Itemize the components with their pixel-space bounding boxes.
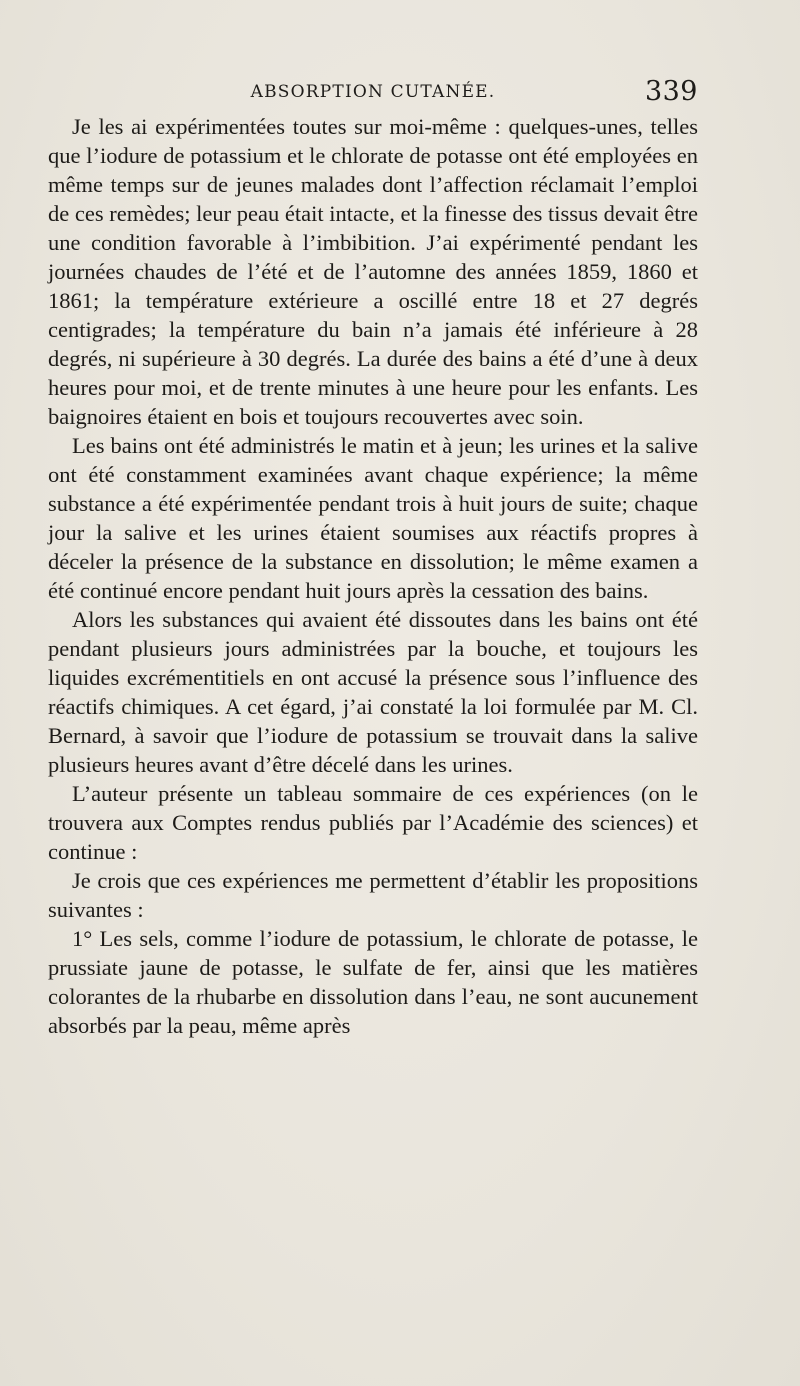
paragraph-4: L’auteur présente un tableau sommaire de ces expériences (on le trouvera aux Comptes rendus publiés par l’Académie des sciences) et continue : xyxy=(48,781,698,864)
page-header xyxy=(48,76,698,110)
paragraph-5: Je crois que ces expériences me permettent d’établir les propositions suivantes : xyxy=(48,868,698,922)
paragraph-6: 1° Les sels, comme l’iodure de potassium, le chlorate de potasse, le prussiate jaune de potasse, le sulfate de fer, ainsi que les matières colorantes de la rhubarbe en dissolution dans l’eau, ne sont aucunement absorbés par la peau, même après xyxy=(48,926,698,1038)
paragraph-1: Je les ai expérimentées toutes sur moi-même : quelques-unes, telles que l’iodure de potassium et le chlorate de potasse ont été employées en même temps sur de jeunes malades dont l’affection réclamait l’emploi de ces remèdes; leur peau était intacte, et la finesse des tissus devait être une condition favorable à l’imbibition. J’ai expérimenté pendant les journées chaudes de l’été et de l’automne des années 1859, 1860 et 1861; la température extérieure a oscillé entre 18 et 27 degrés centigrades; la température du bain n’a jamais été inférieure à 28 degrés, ni supérieure à 30 degrés. La durée des bains a été d’une à deux heures pour moi, et de trente minutes à une heure pour les enfants. Les baignoires étaient en bois et toujours recouvertes avec soin. xyxy=(48,114,698,429)
body-text xyxy=(48,112,698,1040)
paragraph-3: Alors les substances qui avaient été dissoutes dans les bains ont été pendant plusieurs jours administrées par la bouche, et toujours les liquides excrémentitiels en ont accusé la présence sous l’influence des réactifs chimiques. A cet égard, j’ai constaté la loi formulée par M. Cl. Bernard, à savoir que l’iodure de potassium se trouvait dans la salive plusieurs heures avant d’être décelé dans les urines. xyxy=(48,607,698,777)
paragraph-2: Les bains ont été administrés le matin et à jeun; les urines et la salive ont été constamment examinées avant chaque expérience; la même substance a été expérimentée pendant trois à huit jours de suite; chaque jour la salive et les urines étaient soumises aux réactifs propres à déceler la présence de la substance en dissolution; le même examen a été continué encore pendant huit jours après la cessation des bains. xyxy=(48,433,698,603)
page-number: 339 xyxy=(644,76,698,107)
running-head: ABSORPTION CUTANÉE. xyxy=(250,82,496,102)
